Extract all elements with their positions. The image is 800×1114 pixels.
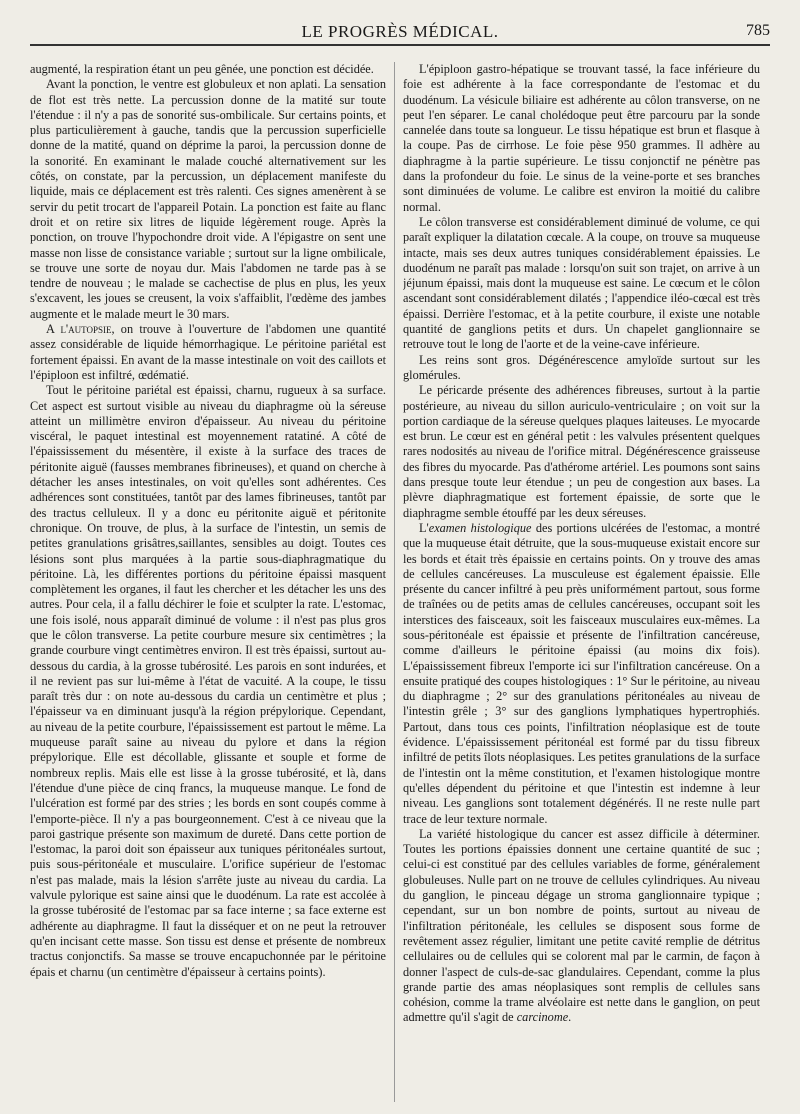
italic-term: carcinome bbox=[516, 1010, 569, 1025]
paragraph: Avant la ponction, le ventre est globuleux et non aplati. La sensation de flot est très nette. La percussion donne de la matité sur toute l'étendue : il n'y a pas de sonorité sus-ombilicale. Sur certains points, et plus particulièrement à gauche, tandis que la percussion superficielle donne de la matité, quand on déprime la paroi, la percussion donne de la sonorité. En examinant le malade couché alternativement sur les côtés, on constate, par la percussion, un déplacement manifeste du liquide, mais ce déplacement est très ralenti. Ces signes amenèrent à se servir du petit trocart de l'appareil Potain. La ponction est faite au flanc droit et on retire six litres de liquide légèrement rouge. Après la ponction, on trouve l'hypochondre droit vide. A l'épigastre on sent une masse non lisse de consistance variable ; surtout sur la ligne ombilicale, se trouve une sorte de noyau dur. Mais l'abdomen ne tarde pas à se tendre de nouveau ; le malade se cachectise de plus en plus, les yeux s'excavent, les joues se creusent, la voix s'affaiblit, l'œdème des jambes augmente et le malade meurt le 30 mars. bbox=[30, 77, 386, 321]
running-header bbox=[30, 22, 770, 48]
page-number: 785 bbox=[746, 22, 770, 39]
paragraph bbox=[30, 322, 386, 383]
paragraph: augmenté, la respiration étant un peu gênée, une ponction est décidée. bbox=[30, 62, 374, 76]
paragraph: Le côlon transverse est considérablement diminué de volume, ce qui paraît expliquer la dilatation cœcale. A la coupe, on trouve sa muqueuse intacte, mais ses deux autres tuniques considérablement épaissies. Le duodénum ne paraît pas malade : lorsqu'on suit son trajet, on arrive à un jéjunum épaissi, mais dont la muqueuse est saine. Le cœcum et le côlon ascendant sont considérablement dilatés ; l'appendice iléo-cœcal est très épaissi. Derrière l'estomac, et à la petite courbure, il existe une notable quantité de ganglions petits et durs. Un chapelet ganglionnaire se retrouve tout le long de l'aorte et de la veine-cave inférieure. bbox=[403, 214, 760, 352]
text-run: . bbox=[568, 1010, 572, 1025]
text-run: L' bbox=[419, 520, 429, 535]
paragraph: Les reins sont gros. Dégénérescence amyloïde surtout sur les glomérules. bbox=[403, 352, 760, 382]
paragraph: Tout le péritoine pariétal est épaissi, charnu, rugueux à sa surface. Cet aspect est surtout visible au niveau du diaphragme où la séreuse atteint un millimètre environ d'épaisseur. Au niveau du péritoine viscéral, le paquet intestinal est moyennement ratatiné. A côté de l'épaississement du mésentère, il existe à la surface des traces de péritonite aiguë (fausses membranes fibrineuses), et quand on cherche à détacher les anses intestinales, on voit qu'elles sont adhérentes. Ces adhérences sont constituées, tantôt par des lames fibrineuses, tantôt par des tractus celluleux. Il y a donc eu péritonite aiguë et péritonite chronique. On trouve, de plus, à la surface de l'intestin, un semis de petites granulations grisâtres,saillantes, sensibles au doigt. Toutes ces lésions sont plus marquées à la partie sous-diaphragmatique du péritoine. Là, les différentes portions du péritoine épaissi masquent complètement les organes, il faut les chercher et les détacher les uns des autres. Pour cela, il a fallu déchirer le foie et sculpter la rate. L'estomac, une fois isolé, nous apparaît diminué de volume : il n'est pas plus gros que le côlon transverse. La petite courbure mesure six centimètres ; la grande courbure vingt centimètres environ. Il est très épaissi, surtout au-dessous du cardia, à la grosse tubérosité. Les parois en sont indurées, et il ne revient pas sur lui-même à l'état de vacuité. A la coupe, le tissu paraît très dur : on note au-dessous du cardia un centimètre et plus ; l'épaisseur va en diminuant jusqu'à la région prépylorique. Cependant, au niveau de la petite courbure, l'épaississement est partout le même. La muqueuse paraît saine au niveau du pylore et dans la région prépylorique. Elle est décollable, glissante et souple et forme de nombreux replis. Mais elle est lisse à la grosse tubérosité, et là, dans l'étendue d'une pièce de cinq francs, la muqueuse manque. Le fond de l'ulcération est formé par des stries ; les bords en sont coupés comme à l'emporte-pièce. Il n'y a pas bourgeonnement. C'est à ce niveau que la paroi gastrique présente son maximum de dureté. Dans cette portion de l'estomac, la paroi doit son épaisseur aux tuniques péritonéales surtout, puis sous-péritonéale et musculaire. L'orifice supérieur de l'estomac n'est pas malade, mais la lésion s'arrête juste au niveau du cardia. La valvule pylorique est saine ainsi que le duodénum. La rate est accolée à la grosse tubérosité de l'estomac par sa face interne ; sa face externe est adhérente au diaphragme. Il faut la disséquer et on ne peut la retrouver qu'en incisant cette masse. Son tissu est dense et présente de nombreux tractus conjonctifs. Sa masse se trouve encapuchonnée par le péritoine épais et charnu (un centimètre d'épaisseur à certains points). bbox=[30, 383, 386, 979]
journal-title: LE PROGRÈS MÉDICAL. bbox=[301, 22, 499, 41]
smallcaps-term: l'autopsie bbox=[60, 322, 112, 337]
text-run: A bbox=[46, 322, 61, 337]
text-run: , on trouve à l'ouverture de l'abdomen une quantité assez considérable de liquide hémorrhagique. Le péritoine pariétal est fortement épaissi. En avant de la masse intestinale on voit des caillots et l'épiploon est infiltré, œdématié. bbox=[30, 322, 386, 382]
paragraph bbox=[403, 521, 760, 827]
right-column bbox=[403, 62, 760, 1102]
column-divider bbox=[394, 62, 395, 1102]
italic-term: examen histologique bbox=[428, 520, 532, 535]
text-run: des portions ulcérées de l'estomac, a montré que la muqueuse était détruite, que la sous-muqueuse existait encore sur les bords et était très épaissie en certains points. On y trouve des amas de cellules cancéreuses. La musculeuse est également épaissie. Elle présente du cancer infiltré à peu près uniformément partout, sous forme de traînées ou de petits amas de cellules cancéreuses, occupant soit les interstices des faisceaux, soit les faisceaux musculaires eux-mêmes. La sous-péritonéale est épaissie et présente de l'infiltration cancéreuse, comme d'ailleurs le péritoine épaissi (au moins dix fois). L'épaississement fibreux l'emporte ici sur l'infiltration cancéreuse. On a ensuite pratiqué des coupes histologiques : 1° Sur le péritoine, au niveau du diaphragme ; 2° sur des granulations péritonéales au niveau de l'intestin grêle ; 3° sur des ganglions lymphatiques hypertrophiés. Partout, dans tous ces points, l'infiltration néoplasique est de toute évidence. L'épaississement péritonéal est formé par du tissu fibreux infiltré de petits îlots néoplasiques. Les petites granulations de la surface de l'intestin ont la même constitution, et l'examen histologique montre qu'elles dépendent du péritoine et que l'intestin est indemne à leur niveau. Les ganglions sont totalement dégénérés. Il ne reste nulle part trace de leur texture normale. bbox=[403, 520, 760, 826]
paragraph: Le péricarde présente des adhérences fibreuses, surtout à la partie postérieure, au niveau du sillon auriculo-ventriculaire ; on voit sur la portion cardiaque de la séreuse quelques plaques laiteuses. Le myocarde est brun. Le cœur est en général petit : les valvules présentent quelques rares nodosités au niveau de l'orifice mitral. Dégénérescence graisseuse des fibres du myocarde. Pas d'athérome artériel. Les poumons sont sains dans presque toute leur étendue ; un peu de congestion aux bases. La plèvre diaphragmatique est fortement épaissie, de sorte que le diaphragme semble étouffé par les deux séreuses. bbox=[403, 383, 760, 520]
left-column bbox=[30, 62, 386, 1102]
paragraph bbox=[403, 827, 760, 1026]
paragraph: L'épiploon gastro-hépatique se trouvant tassé, la face inférieure du foie est adhérente à la face correspondante de l'estomac et du duodénum. La vésicule biliaire est adhérente au côlon transverse, on ne peut l'en séparer. Le canal cholédoque peut être parcouru par la sonde cannelée dans toute sa longueur. Le tissu hépatique est brun et flasque à la coupe. Pas de cirrhose. Le foie pèse 950 grammes. Il adhère au diaphragme à la partie supérieure. Le tissu conjonctif ne pénètre pas dans la profondeur du foie. Le sinus de la veine-porte et ses branches sont diminuées de volume. Le calibre est environ la moitié du calibre normal. bbox=[403, 62, 760, 214]
header-rule bbox=[30, 44, 770, 46]
text-run: La variété histologique du cancer est assez difficile à déterminer. Toutes les portions épaissies donnent une certaine quantité de suc ; celui-ci est constitué par des cellules variables de forme, généralement globuleuses. Nulle part on ne trouve de cellules cylindriques. Au niveau du ganglion, le pinceau dégage un stroma ganglionnaire typique ; cependant, sur un bon nombre de points, surtout au niveau de l'infiltration péritonéale, les cellules se disposent sous forme de revêtement assez régulier, limitant une petite cavité remplie de détritus cellulaires ou de cellules qui se colorent mal par le carmin, de façon à donner l'aspect de culs-de-sac glandulaires. Cependant, comme la plus grande partie des amas néoplasiques sont remplis de cellules sans cohésion, comme la trame alvéolaire est nette dans le ganglion, on peut admettre qu'il s'agit de bbox=[403, 826, 760, 1025]
